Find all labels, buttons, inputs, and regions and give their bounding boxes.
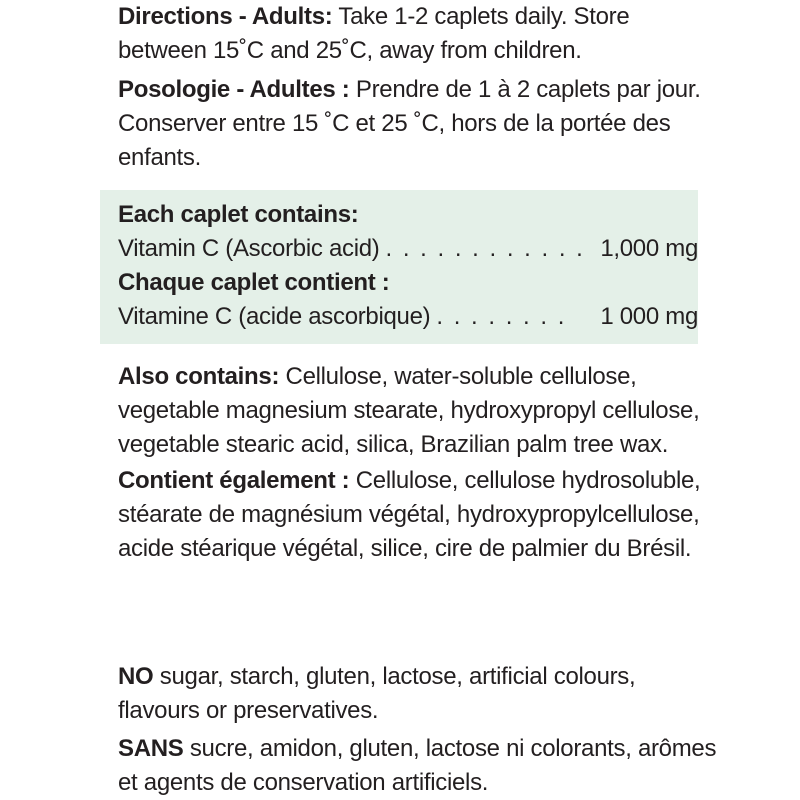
also-contains-french [118, 464, 718, 566]
directions-french-heading: Posologie - Adultes : [118, 76, 350, 103]
directions-english [118, 0, 718, 68]
directions-french [118, 73, 718, 175]
ingredient-french-name: Vitamine C (acide ascorbique) [118, 303, 431, 330]
directions-french-text: Prendre de 1 à 2 caplets par jour. Conserver entre 15 ˚C et 25 ˚C, hors de la portée des enfants. [118, 76, 701, 171]
ingredient-french-amount: 1 000 mg [600, 303, 698, 330]
contents-section [118, 198, 718, 334]
contents-french-row [118, 300, 718, 334]
free-from-french-text: sucre, amidon, gluten, lactose ni colorants, arômes et agents de conservation artificiels. [118, 735, 717, 796]
free-from-section [118, 660, 718, 800]
directions-english-text: Take 1-2 caplets daily. Store between 15˚C and 25˚C, away from children. [118, 3, 630, 64]
also-contains-english-text: Cellulose, water-soluble cellulose, vegetable magnesium stearate, hydroxypropyl cellulose, vegetable stearic acid, silica, Brazilian palm tree wax. [118, 363, 700, 458]
free-from-english-text: sugar, starch, gluten, lactose, artificial colours, flavours or preservatives. [118, 663, 636, 724]
free-from-english [118, 660, 718, 728]
free-from-french [118, 732, 718, 800]
also-contains-english-heading: Also contains: [118, 363, 280, 390]
contents-english-row [118, 232, 718, 266]
also-contains-english [118, 360, 718, 462]
also-contains-french-text: Cellulose, cellulose hydrosoluble, stéarate de magnésium végétal, hydroxypropylcellulose, acide stéarique végétal, silice, cire de palmier du Brésil. [118, 467, 701, 562]
contents-english-heading-text: Each caplet contains: [118, 201, 359, 228]
also-contains-section [118, 360, 718, 566]
also-contains-french-heading: Contient également : [118, 467, 350, 494]
directions-section [118, 0, 718, 175]
directions-english-heading: Directions - Adults: [118, 3, 333, 30]
contents-french-heading [118, 266, 718, 300]
contents-french-heading-text: Chaque caplet contient : [118, 269, 390, 296]
free-from-english-heading: NO [118, 663, 154, 690]
contents-english-heading [118, 198, 718, 232]
leader-dots: . . . . . . . . . . . . [385, 235, 585, 262]
ingredient-english-amount: 1,000 mg [600, 235, 698, 262]
free-from-french-heading: SANS [118, 735, 184, 762]
ingredient-english-name: Vitamin C (Ascorbic acid) [118, 235, 380, 262]
leader-dots: . . . . . . . . [436, 303, 567, 330]
